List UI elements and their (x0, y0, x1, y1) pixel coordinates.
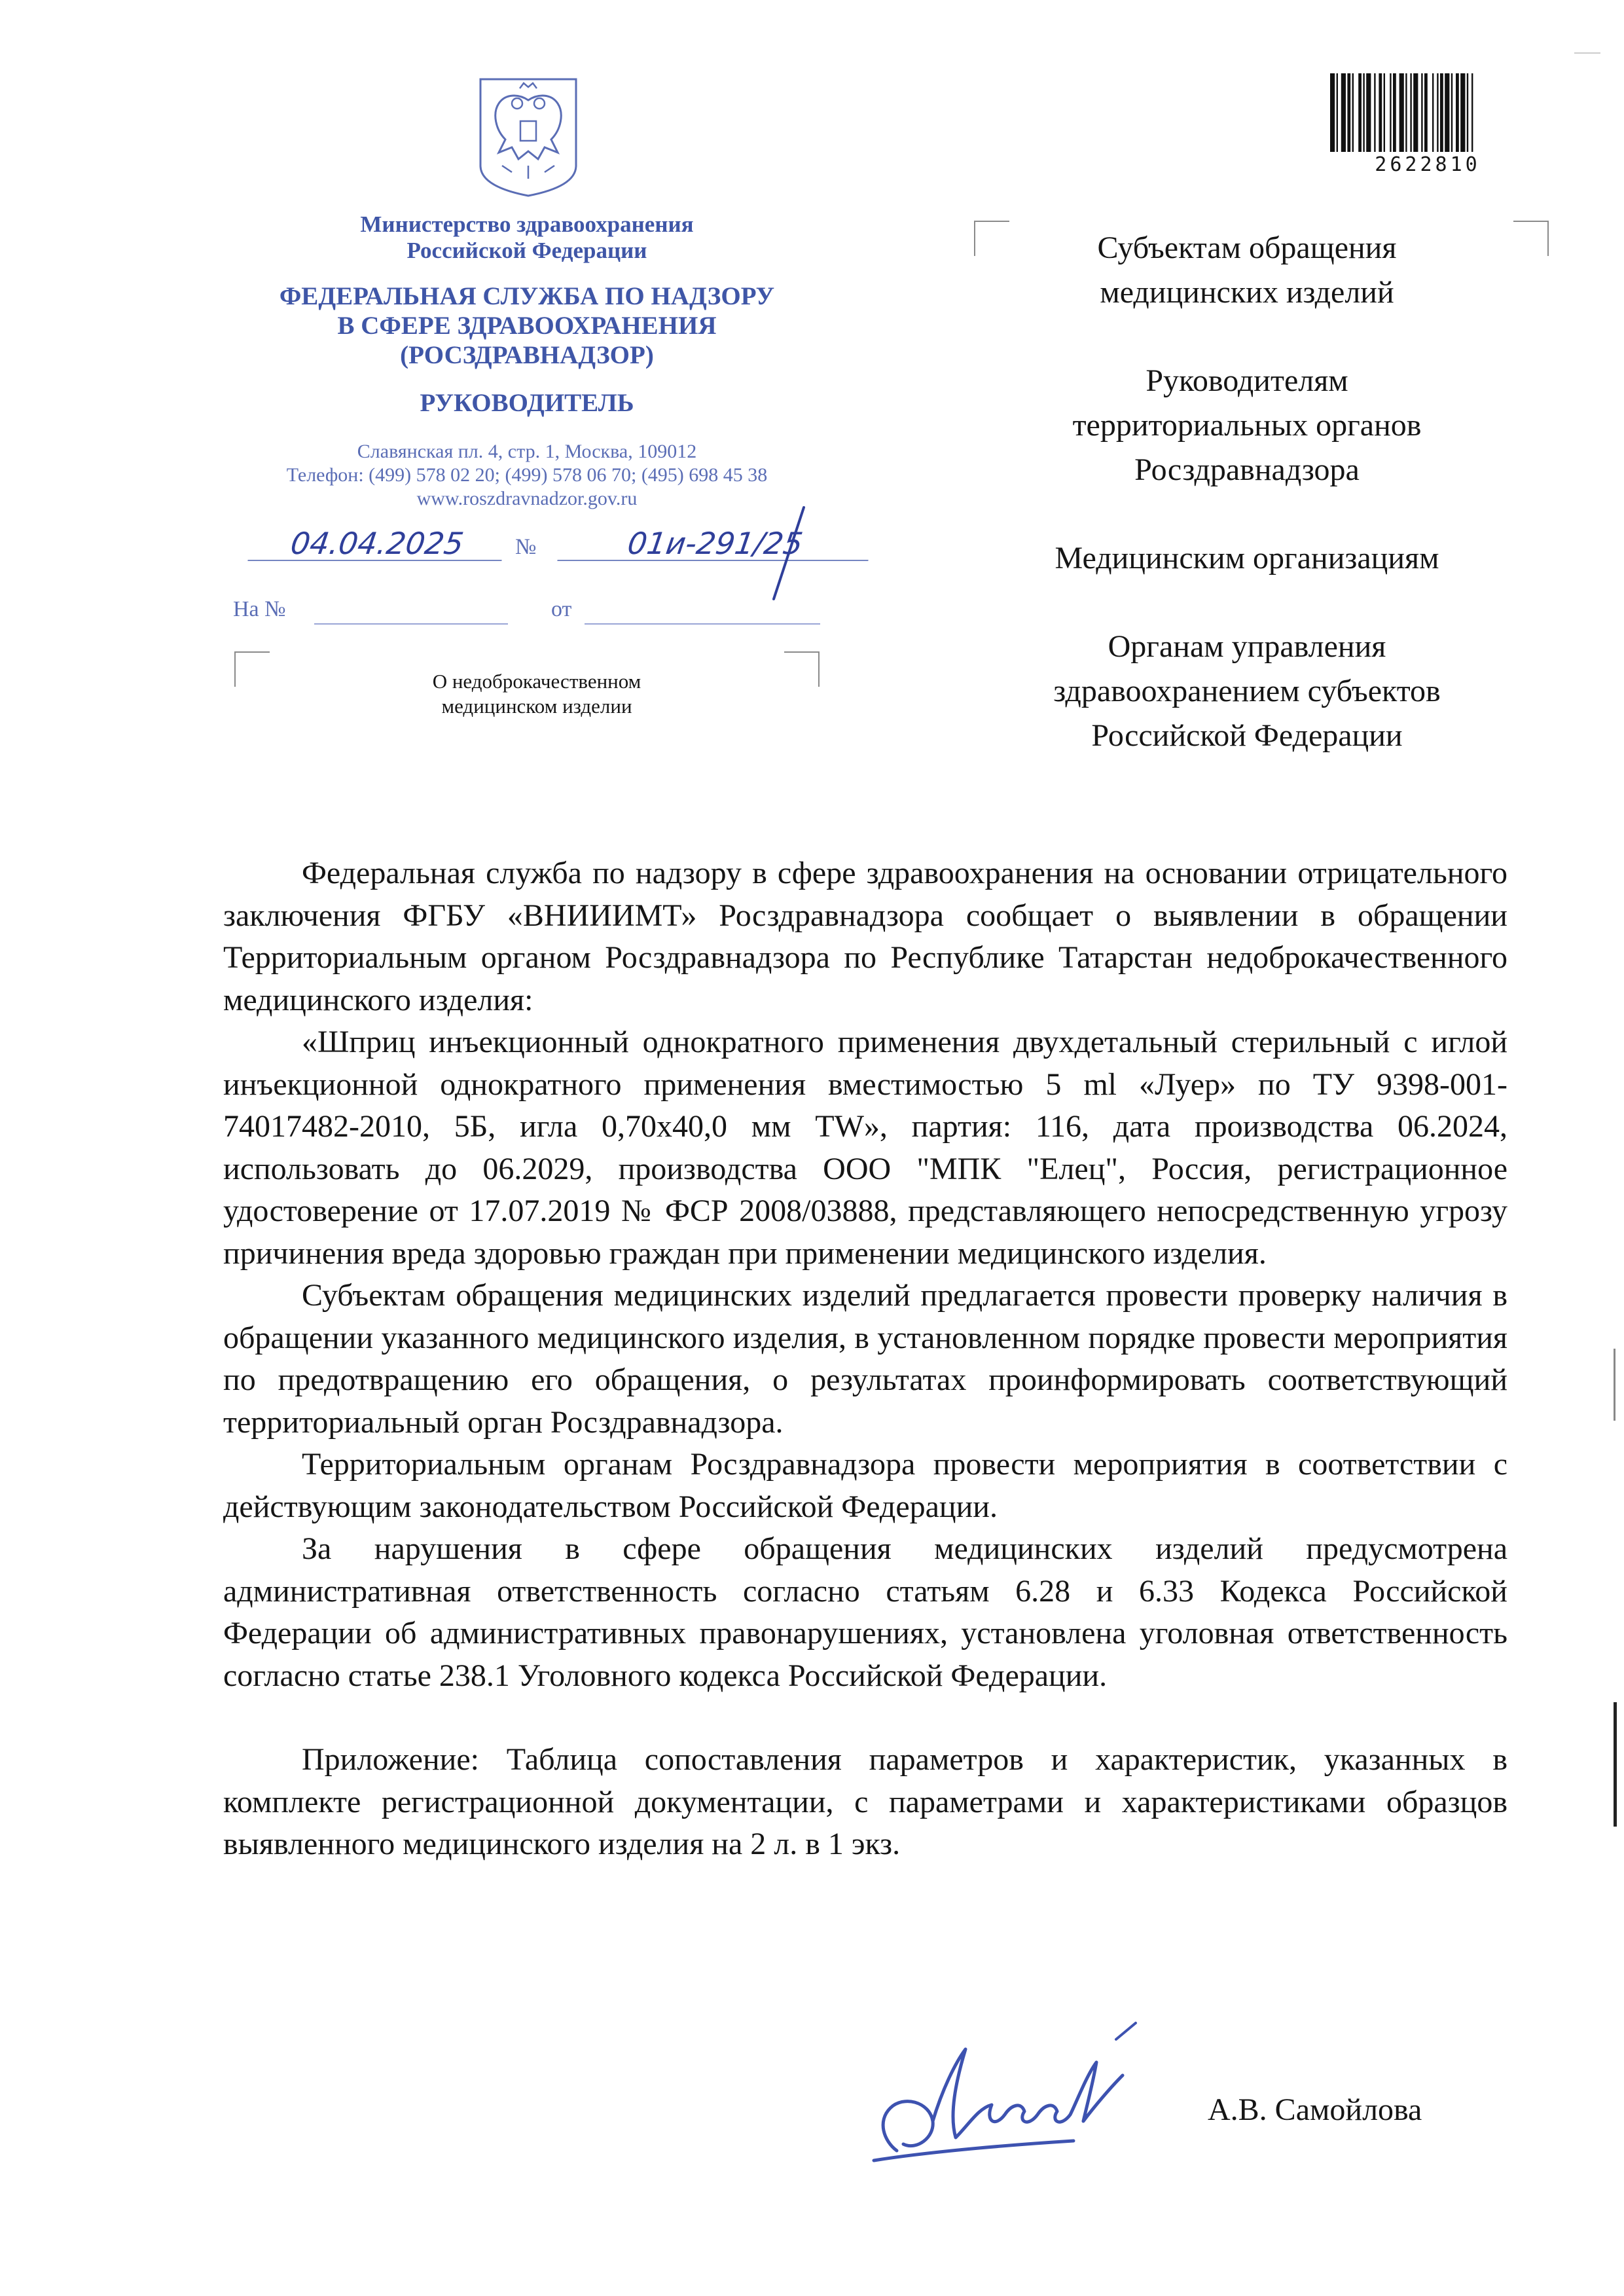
scan-edge-mark (1574, 52, 1600, 54)
addressee-line: медицинских изделий (1100, 275, 1394, 310)
addressee-line: Органам управления (1108, 629, 1386, 664)
contact-block (196, 440, 857, 511)
phone-line: Телефон: (499) 578 02 20; (499) 578 06 70; (495) 698 45 38 (286, 464, 768, 486)
barcode-bar (1352, 73, 1354, 152)
barcode-bar (1347, 73, 1350, 152)
addressee-line: Росздравнадзора (1134, 452, 1360, 487)
barcode-bar (1456, 73, 1459, 152)
addressee-item (982, 226, 1512, 315)
ministry-name (196, 211, 857, 264)
barcode-bar (1405, 73, 1407, 152)
barcode-bar (1432, 73, 1434, 152)
scan-edge-mark (1614, 1702, 1617, 1827)
addressee-block (982, 226, 1512, 802)
barcode-bar (1437, 73, 1438, 152)
ministry-line: Российской Федерации (406, 238, 647, 263)
barcode-bar (1451, 73, 1453, 152)
addressee-line: Субъектам обращения (1097, 230, 1397, 265)
barcode-bar (1363, 73, 1364, 152)
reference-from-line (585, 623, 820, 625)
barcode-bar (1384, 73, 1385, 152)
barcode-bar (1366, 73, 1371, 152)
addressee-line: территориальных органов (1072, 408, 1422, 443)
addressee-item (982, 625, 1512, 758)
barcode-bar (1440, 73, 1443, 152)
reference-number-line (314, 623, 508, 625)
body-paragraph: Федеральная служба по надзору в сфере здравоохранения на основании отрицательного заключения ФГБУ «ВНИИИМТ» Росздравнадзора сообщает о выявлении в обращении Территориальным органом Росздравнадзора по Республике Татарстан недоброкачественного медицинского изделия: (223, 856, 1507, 1017)
letter-body (223, 852, 1507, 1866)
service-line: ФЕДЕРАЛЬНАЯ СЛУЖБА ПО НАДЗОРУ (279, 282, 775, 310)
registration-number: 01и-291/25 (557, 527, 873, 561)
coat-of-arms-emblem-icon (473, 74, 584, 200)
number-sign: № (515, 535, 537, 559)
addressee-corner-right (1513, 221, 1549, 256)
barcode-number: 2622810 (1375, 153, 1481, 176)
barcode-bar (1337, 73, 1338, 152)
ministry-line: Министерство здравоохранения (360, 211, 694, 237)
website-line: www.roszdravnadzor.gov.ru (416, 488, 638, 509)
barcode-bar (1379, 73, 1382, 152)
registration-slash-mark (766, 504, 812, 602)
addressee-line: Медицинским организациям (1055, 541, 1439, 575)
barcode-bar (1471, 73, 1473, 152)
barcode-bar (1467, 73, 1468, 152)
addressee-line: Российской Федерации (1091, 718, 1403, 753)
scan-edge-mark (1614, 1349, 1615, 1421)
reference-number-label: На № (233, 597, 286, 621)
body-paragraph: «Шприц инъекционный однократного применения двухдетальный стерильный с иглой инъекционной однократного применения вместимостью 5 ml «Луер» по ТУ 9398-001-74017482-2010, 5Б, игла 0,70х40,0 мм TW», партия: 116, дата производства 06.2024, использовать до 06.2029, производства ООО "МПК "Елец", Россия, регистрационное удостоверение от 17.07.2019 № ФСР 2008/03888, представляющего непосредственную угрозу причинения вреда здоровью граждан при применении медицинского изделия. (223, 1025, 1507, 1271)
subject-corner-right (784, 651, 820, 687)
service-line: В СФЕРЕ ЗДРАВООХРАНЕНИЯ (337, 312, 717, 340)
barcode-bar (1460, 73, 1465, 152)
body-paragraph: Территориальным органам Росздравнадзора провести мероприятия в соответствии с действующим законодательством Российской Федерации. (223, 1447, 1507, 1524)
handwritten-signature-icon (857, 2010, 1172, 2167)
reference-from-label: от (551, 597, 572, 621)
subject-text: О недоброкачественном (432, 670, 641, 693)
addressee-item (982, 359, 1512, 492)
annex-paragraph: Приложение: Таблица сопоставления параметров и характеристик, указанных в комплекте регистрационной документации, с параметрами и характеристиками образцов выявленного медицинского изделия на 2 л. в 1 экз. (223, 1742, 1507, 1861)
barcode-bar (1399, 73, 1404, 152)
subject-line (308, 669, 766, 719)
barcode-bar (1421, 73, 1422, 152)
address-line: Славянская пл. 4, стр. 1, Москва, 109012 (357, 441, 697, 462)
barcode-bar (1358, 73, 1362, 152)
barcode-bar (1445, 73, 1449, 152)
subject-text: медицинском изделии (441, 695, 632, 718)
barcode-bar (1374, 73, 1375, 152)
barcode-bar (1393, 73, 1396, 152)
registration-date: 04.04.2025 (247, 527, 506, 561)
addressee-line: здравоохранением субъектов (1053, 674, 1441, 708)
barcode-bar (1410, 73, 1411, 152)
signer-name: А.В. Самойлова (1208, 2092, 1422, 2127)
addressee-line: Руководителям (1146, 363, 1348, 398)
barcode-bar (1390, 73, 1391, 152)
subject-corner-left (234, 651, 270, 687)
body-paragraph: За нарушения в сфере обращения медицинских изделий предусмотрена административная ответственность согласно статьям 6.28 и 6.33 Кодекса Российской Федерации об административных правонарушениях, установлена уголовная ответственность согласно статье 238.1 Уголовного кодекса Российской Федерации. (223, 1531, 1507, 1693)
body-paragraph: Субъектам обращения медицинских изделий предлагается провести проверку наличия в обращении указанного медицинского изделия, в установленном порядке провести мероприятия по предотвращению его обращения, о результатах проинформировать соответствующий территориальный орган Росздравнадзора. (223, 1278, 1507, 1440)
barcode-icon (1329, 73, 1524, 152)
barcode-bar (1424, 73, 1428, 152)
head-title: РУКОВОДИТЕЛЬ (420, 389, 634, 417)
addressee-item (982, 536, 1512, 581)
service-line: (РОСЗДРАВНАДЗОР) (400, 341, 654, 369)
barcode-bar (1413, 73, 1418, 152)
service-name (196, 282, 857, 370)
barcode-bar (1330, 73, 1335, 152)
barcode-bar (1341, 73, 1346, 152)
